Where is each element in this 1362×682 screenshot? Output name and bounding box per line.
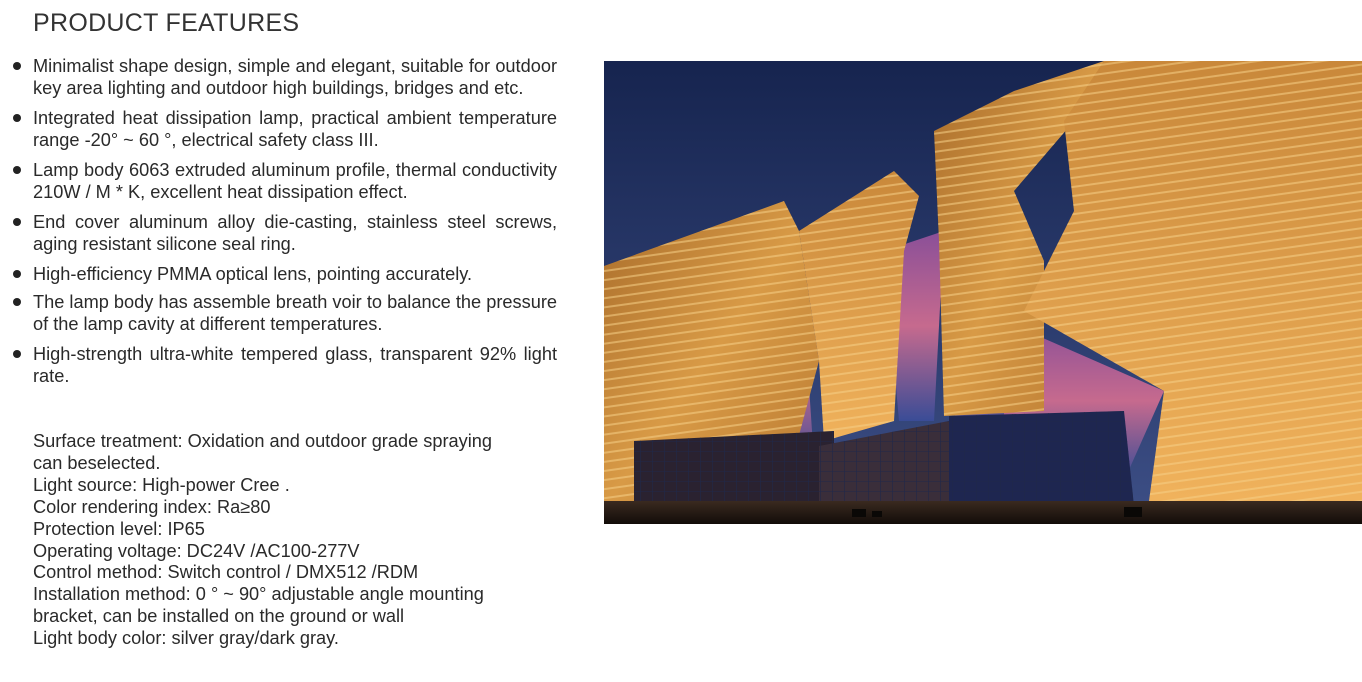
spec-line: Surface treatment: Oxidation and outdoor grade spraying [33, 431, 493, 451]
spec-line: can beselected. [33, 452, 161, 473]
feature-text: High-efficiency PMMA optical lens, pointing accurately. [33, 264, 473, 284]
feature-item [12, 55, 557, 99]
feature-item [12, 343, 557, 387]
spec-line: Operating voltage: DC24V /AC100-277V [33, 540, 360, 561]
feature-text: Minimalist shape design, simple and elegant, suitable for outdoor key area lighting and outdoor high buildings, bridges and etc. [33, 56, 557, 98]
spec-line: Light source: High-power Cree . [33, 474, 290, 495]
building-facade-photo [604, 61, 1362, 524]
feature-item [12, 107, 557, 151]
feature-text: End cover aluminum alloy die-casting, stainless steel screws, aging resistant silicone seal ring. [33, 212, 557, 254]
spec-line: Control method: Switch control / DMX512 /RDM [33, 562, 419, 583]
bullet-icon [13, 114, 21, 122]
spec-line: bracket, can be installed on the ground or wall [33, 606, 405, 627]
feature-text: The lamp body has assemble breath voir to balance the pressure of the lamp cavity at different temperatures. [33, 292, 557, 334]
bullet-icon [13, 218, 21, 226]
bullet-icon [13, 270, 21, 278]
feature-text: Lamp body 6063 extruded aluminum profile, thermal conductivity 210W / M * K, excellent heat dissipation effect. [33, 160, 557, 202]
spec-block [33, 431, 543, 650]
feature-item [12, 159, 557, 203]
spec-line: Light body color: silver gray/dark gray. [33, 628, 339, 649]
spec-line: Protection level: IP65 [33, 518, 205, 539]
feature-item [12, 211, 557, 255]
bullet-icon [13, 350, 21, 358]
page-title: PRODUCT FEATURES [33, 9, 300, 37]
bullet-icon [13, 298, 21, 306]
bullet-icon [13, 62, 21, 70]
spec-line: Color rendering index: Ra≥80 [33, 496, 271, 517]
feature-item [12, 263, 557, 285]
feature-text: High-strength ultra-white tempered glass, transparent 92% light rate. [33, 344, 557, 386]
feature-text: Integrated heat dissipation lamp, practical ambient temperature range -20° ~ 60 °, electrical safety class III. [33, 108, 557, 150]
spec-line: Installation method: 0 ° ~ 90° adjustable angle mounting [33, 584, 484, 605]
feature-list [12, 55, 557, 395]
bullet-icon [13, 166, 21, 174]
feature-item [12, 291, 557, 335]
